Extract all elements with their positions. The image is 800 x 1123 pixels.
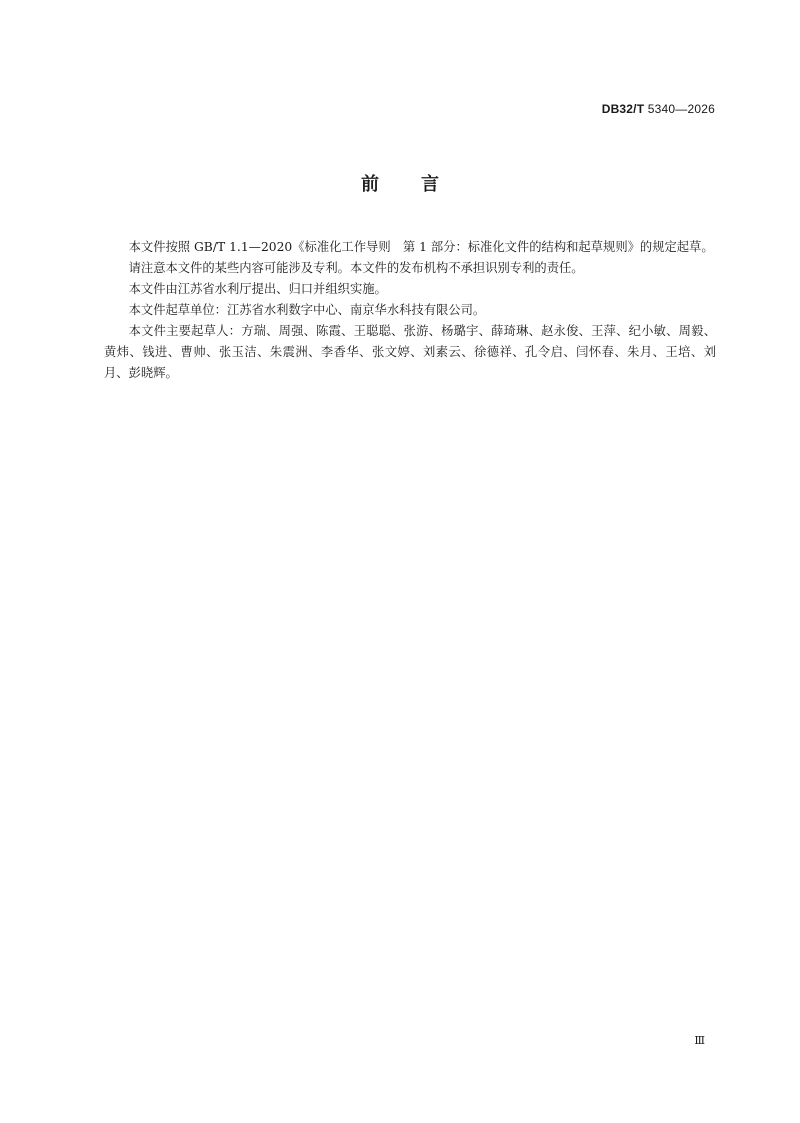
foreword-body: [104, 237, 716, 384]
paragraph-standard-basis: 本文件按照 GB/T 1.1—2020《标准化工作导则 第 1 部分：标准化文件的结构和起草规则》的规定起草。: [128, 240, 714, 254]
document-code: [602, 102, 715, 116]
paragraph-drafters: 本文件主要起草人：方瑞、周强、陈霞、王聪聪、张游、杨璐宇、薛琦琳、赵永俊、王萍、纪小敏、周毅、黄炜、钱进、曹帅、张玉洁、朱震洲、李香华、张文婷、刘素云、徐德祥、孔令启、闫怀春、朱月、王培、刘月、彭晓辉。: [104, 324, 716, 380]
page-title-char-1: 前: [361, 174, 379, 195]
page-title-char-2: 言: [421, 174, 439, 195]
document-code-number: 5340—2026: [647, 102, 715, 116]
paragraph-patent-notice: 请注意本文件的某些内容可能涉及专利。本文件的发布机构不承担识别专利的责任。: [128, 261, 584, 275]
document-code-prefix: DB32/T: [601, 102, 645, 116]
page-number: Ⅲ: [694, 1034, 705, 1047]
page-title: [0, 170, 800, 196]
paragraph-proposer: 本文件由江苏省水利厅提出、归口并组织实施。: [128, 282, 387, 296]
paragraph-drafting-units: 本文件起草单位：江苏省水利数字中心、南京华水科技有限公司。: [128, 303, 486, 317]
